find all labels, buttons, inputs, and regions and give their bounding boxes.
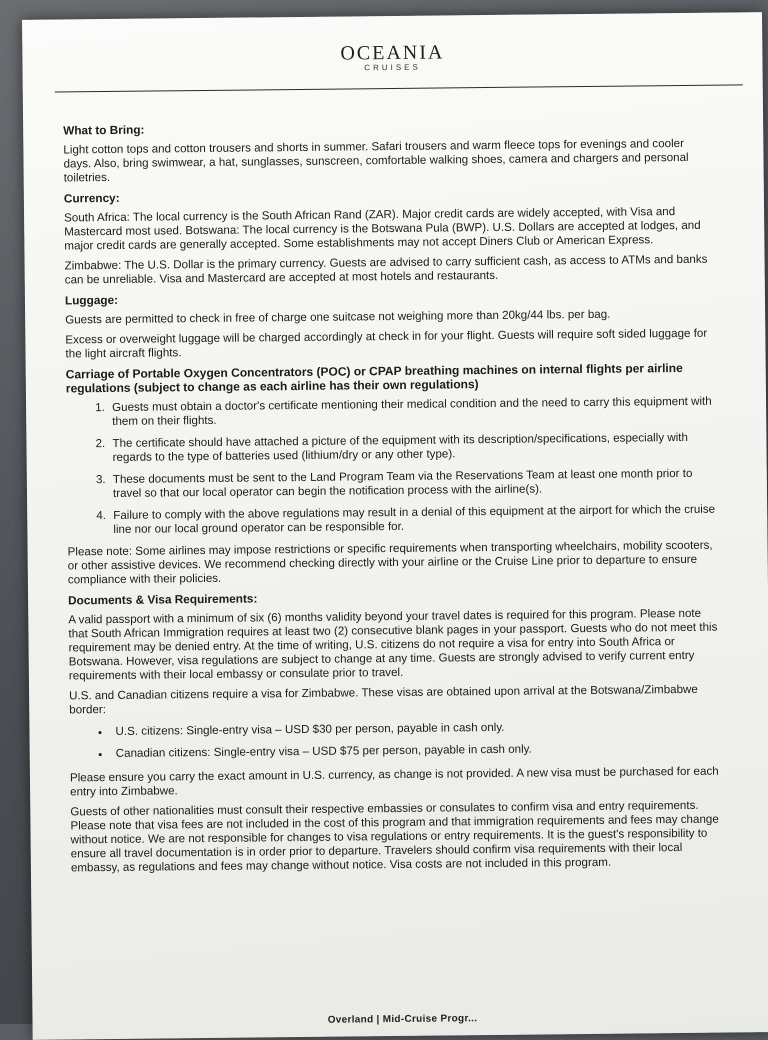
luggage-allowance: Guests are permitted to check in free of charge one suitcase not weighing more than 20kg/44 lbs. per bag. [65, 307, 611, 327]
list-item: 2. The certificate should have attached a picture of the equipment with its description/specifications, especially with regards to the type of batteries used (lithium/dry or any other type). [108, 431, 716, 465]
documents-heading: Documents & Visa Requirements: [68, 591, 258, 608]
luggage-heading: Luggage: [64, 292, 119, 308]
currency-south-africa: South Africa: The local currency is the South African Rand (ZAR). Major credit cards are widely accepted, with Visa and Mastercard most used. Botswana: The local currency is the Botswana Pula (BWP). U.S. Dollars are accepted at lodges, and major credit cards are generally accepted. Some establishments may not accept Diners Club or American Express. [64, 205, 701, 253]
poc-steps-list [66, 395, 717, 538]
luggage-excess: Excess or overweight luggage will be charged accordingly at check in for your flight. Guests will require soft sided luggage for the light aircraft flights. [65, 326, 708, 361]
bring-heading: What to Bring: [63, 122, 145, 138]
poc-heading: Carriage of Portable Oxygen Concentrators (POC) or CPAP breathing machines on internal flights per airline regulations (subject to change as each airline has their own regulations) [65, 360, 683, 396]
list-item: 4. Failure to comply with the above regulations may result in a denial of this equipment at the airport for which the cruise line nor our local ground operator can be responsible for. [109, 503, 717, 537]
bring-text: Light cotton tops and cotton trousers and shorts in summer. Safari trousers and warm fleece tops for evenings and cooler days. Also, bring swimwear, a hat, sunglasses, sunscreen, comfortable walking shoes, camera and chargers and personal toiletries. [63, 136, 689, 185]
logo-subtitle: CRUISES [364, 62, 421, 73]
currency-reminder: Please ensure you carry the exact amount in U.S. currency, as change is not provided. A new visa must be purchased for each entry into Zimbabwe. [69, 764, 719, 799]
document-page [22, 12, 768, 1040]
currency-zimbabwe: Zimbabwe: The U.S. Dollar is the primary currency. Guests are advised to carry sufficient cash, as access to ATMs and banks can be unreliable. Visa and Mastercard are accepted at most hotels and restaurants. [64, 252, 708, 287]
header-divider [55, 84, 743, 92]
airline-note: Please note: Some airlines may impose restrictions or specific requirements when transporting wheelchairs, mobility scooters, or other assistive devices. We recommend checking directly with your airline or the Cruise Line prior to departure to ensure compliance with their policies. [67, 538, 713, 587]
passport-requirements: A valid passport with a minimum of six (6) months validity beyond your travel dates is required for this program. Please note that South African Immigration requires at least two (2) consecutive blank pages in your passport. Guests who do not meet this requirement may be denied entry. At the time of writing, U.S. citizens do not require a visa for entry into South Africa or Botswana. However, visa regulations are subject to change at any time. Guests are strongly advised to verify current entry requirements with their local embassy or consulate prior to travel. [68, 606, 718, 683]
document-body [63, 117, 721, 882]
zimbabwe-visa-intro: U.S. and Canadian citizens require a visa for Zimbabwe. These visas are obtained upon arrival at the Botswana/Zimbabwe border: [69, 682, 698, 717]
page-footer: Overland | Mid-Cruise Progr... [327, 1013, 478, 1026]
list-item: 3. These documents must be sent to the Land Program Team via the Reservations Team at least one month prior to travel so that our local operator can begin the notification process with the airline(s). [109, 467, 717, 501]
oceania-logo [22, 38, 762, 76]
list-item: • U.S. citizens: Single-entry visa – USD $30 per person, payable in cash only. [111, 719, 719, 739]
visa-fee-list [69, 719, 719, 762]
other-nationalities: Guests of other nationalities must consult their respective embassies or consulates to confirm visa and entry requirements. Please note that visa fees are not included in the cost of this program and that immigration requirements and fees may change without notice. We are not responsible for changes to visa regulations or entry requirements. It is the guest's responsibility to ensure all travel documentation is in order prior to departure. Travelers should confirm visa requirements with their local embassy, as regulations and fees may change without notice. Visa costs are not included in this program. [70, 798, 719, 875]
list-item: 1. Guests must obtain a doctor's certificate mentioning their medical condition and the need to carry this equipment with them on their flights. [108, 395, 716, 429]
list-item: • Canadian citizens: Single-entry visa – USD $75 per person, payable in cash only. [112, 741, 720, 761]
currency-heading: Currency: [63, 190, 120, 206]
logo-wordmark: OCEANIA [340, 41, 445, 65]
